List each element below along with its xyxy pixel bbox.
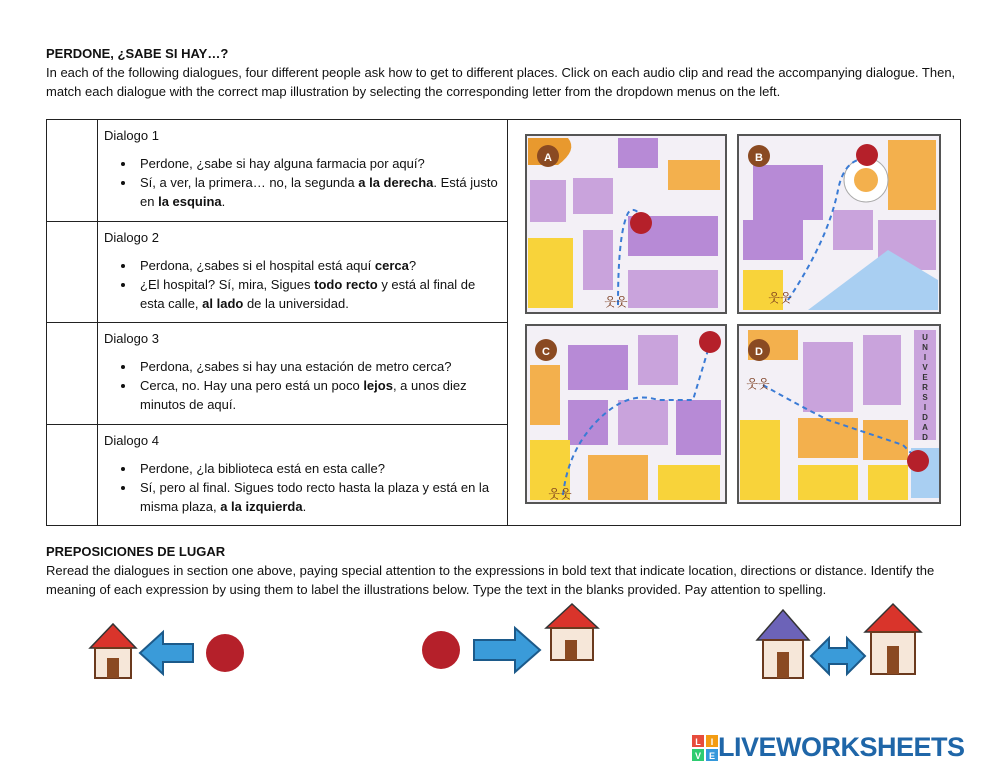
bold-expression: a la derecha bbox=[358, 175, 434, 190]
sign-letter: I bbox=[923, 353, 927, 362]
dialogue-line: • Perdone, ¿la biblioteca está en esta calle? bbox=[136, 459, 501, 478]
section1-instructions: In each of the following dialogues, four different people ask how to get to different places. Click on each audio clip and read the accompanying dialogue. Then, match each dialogue with the correct map illustration by selecting the corresponding letter from the dropdown menus on the left. bbox=[46, 65, 956, 99]
map-b bbox=[738, 135, 940, 313]
people-icon: 웃웃 bbox=[548, 487, 572, 501]
arrow-left-icon bbox=[140, 632, 193, 674]
illustration-next-to bbox=[755, 600, 930, 685]
people-icon: 웃웃 bbox=[604, 295, 628, 309]
sign-letter: S bbox=[922, 393, 928, 402]
sign-letter: D bbox=[922, 413, 928, 422]
dialogue-2-answer-dropdown[interactable] bbox=[47, 221, 98, 323]
house-icon bbox=[546, 604, 598, 660]
dialogue-4-answer-dropdown[interactable] bbox=[47, 424, 98, 526]
red-dot-icon bbox=[422, 631, 460, 669]
bold-expression: la esquina bbox=[158, 194, 222, 209]
sign-letter: V bbox=[922, 363, 928, 372]
sign-letter: D bbox=[922, 433, 928, 442]
dialogue-heading: Dialogo 4 bbox=[104, 432, 159, 448]
badge-letter: L bbox=[695, 736, 701, 747]
map-c bbox=[526, 325, 726, 503]
dialogue-line: • Perdona, ¿sabes si hay una estación de metro cerca? bbox=[136, 357, 501, 376]
double-arrow-icon bbox=[811, 638, 865, 674]
section1-intro bbox=[46, 44, 966, 101]
section1-title: PERDONE, ¿SABE SI HAY…? bbox=[46, 46, 229, 61]
map-label: D bbox=[755, 346, 763, 358]
bold-expression: al lado bbox=[202, 295, 244, 311]
sign-letter: R bbox=[922, 383, 928, 392]
bold-expression: lejos bbox=[363, 378, 393, 393]
sign-letter: A bbox=[922, 423, 928, 432]
illustration-left-of bbox=[85, 618, 250, 688]
section2-intro bbox=[46, 542, 971, 599]
dialogue-4 bbox=[98, 424, 508, 526]
dialogue-heading: Dialogo 3 bbox=[104, 331, 159, 346]
dialogue-line: • Perdona, ¿sabes si el hospital está aquí cerca? bbox=[136, 256, 501, 275]
house-icon bbox=[90, 624, 136, 678]
section2-title: PREPOSICIONES DE LUGAR bbox=[46, 544, 226, 559]
liveworksheets-logo bbox=[692, 732, 965, 763]
map-label: A bbox=[544, 152, 552, 164]
dialogue-line: • Sí, a ver, la primera… no, la segunda a la derecha. Está justo en la esquina. bbox=[136, 173, 501, 211]
dialogue-2 bbox=[98, 221, 508, 323]
arrow-right-icon bbox=[474, 628, 540, 672]
bold-expression: todo recto bbox=[314, 276, 378, 292]
bold-expression: a la izquierda bbox=[220, 498, 303, 514]
dialogue-3 bbox=[98, 323, 508, 425]
badge-letter: V bbox=[694, 750, 702, 761]
university-sign bbox=[922, 333, 928, 442]
map-a bbox=[526, 135, 726, 313]
logo-text: LIVEWORKSHEETS bbox=[718, 732, 965, 762]
dialogue-1-answer-dropdown[interactable] bbox=[47, 120, 98, 222]
people-icon: 웃웃 bbox=[768, 291, 792, 305]
dialogue-heading: Dialogo 1 bbox=[104, 128, 159, 143]
dialogue-table bbox=[46, 119, 961, 526]
badge-letter: E bbox=[708, 750, 716, 761]
section2-instructions: Reread the dialogues in section one above, paying special attention to the expressions in bold text that indicate location, directions or distance. Identify the meaning of each expression by using them to label the illustrations below. Type the text in the blanks provided. Pay attention to spelling. bbox=[46, 563, 935, 597]
illustration-right-of bbox=[418, 600, 603, 680]
city-maps-image bbox=[508, 120, 960, 522]
dialogue-line: • Perdone, ¿sabe si hay alguna farmacia por aquí? bbox=[136, 154, 501, 173]
house-icon bbox=[865, 604, 921, 674]
people-icon: 웃웃 bbox=[746, 377, 770, 391]
red-dot-icon bbox=[206, 634, 244, 672]
sign-letter: N bbox=[922, 343, 928, 352]
map-label: C bbox=[542, 346, 550, 358]
dialogue-line: • Cerca, no. Hay una pero está un poco lejos, a unos diez minutos de aquí. bbox=[136, 376, 501, 414]
badge-letter: I bbox=[710, 736, 714, 747]
sign-letter: E bbox=[922, 373, 928, 382]
dialogue-line: • Sí, pero al final. Sigues todo recto hasta la plaza y está en la misma plaza, a la izquierda. bbox=[136, 478, 501, 516]
bold-expression: cerca bbox=[374, 257, 409, 273]
house-icon bbox=[757, 610, 809, 678]
sign-letter: I bbox=[923, 403, 927, 412]
map-label: B bbox=[755, 152, 763, 164]
dialogue-heading: Dialogo 2 bbox=[104, 229, 159, 245]
dialogue-line: • ¿El hospital? Sí, mira, Sigues todo recto y está al final de esta calle, al lado de la universidad. bbox=[136, 275, 501, 313]
dialogue-1 bbox=[98, 120, 508, 222]
map-d bbox=[738, 325, 940, 503]
dialogue-3-answer-dropdown[interactable] bbox=[47, 323, 98, 425]
map-illustrations bbox=[508, 120, 961, 526]
sign-letter: U bbox=[922, 333, 928, 342]
logo-badge-icon bbox=[692, 735, 718, 761]
